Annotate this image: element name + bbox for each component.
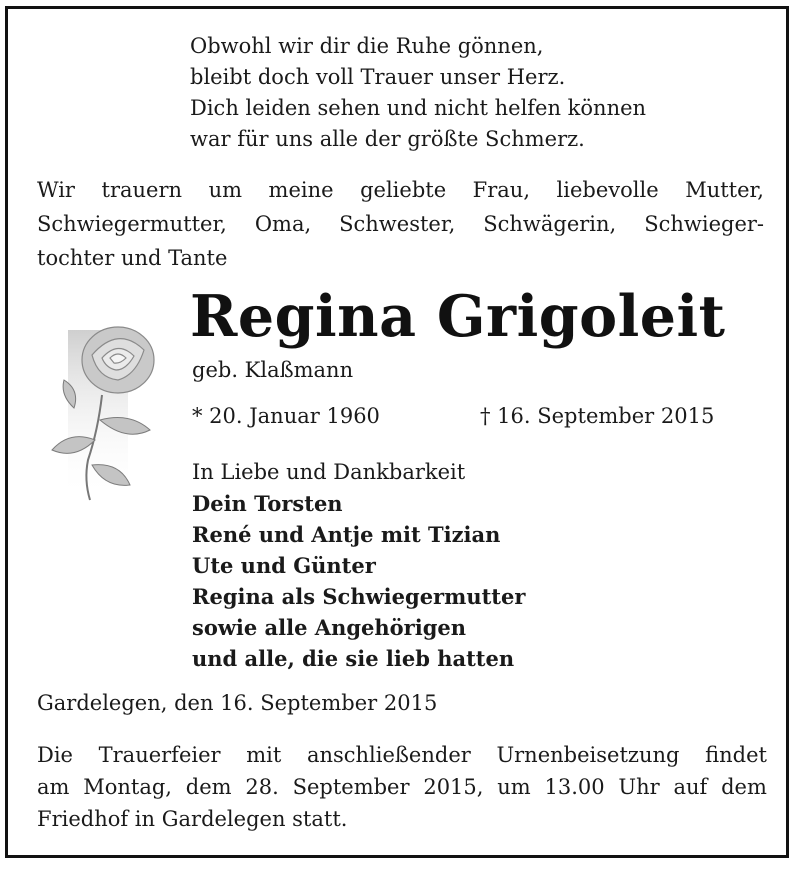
word: geliebte <box>360 178 447 202</box>
word: September <box>292 775 410 799</box>
word: um <box>208 178 243 202</box>
funeral-line-3: Friedhof in Gardelegen statt. <box>37 807 348 831</box>
mourner-name: René und Antje mit Tizian <box>192 522 501 547</box>
word: auf <box>673 775 708 799</box>
word: Mutter, <box>685 178 764 202</box>
deceased-name: Regina Grigoleit <box>190 283 726 350</box>
mourner-name: sowie alle Angehörigen <box>192 615 467 640</box>
word: Schwester, <box>339 212 456 236</box>
poem-line: bleibt doch voll Trauer unser Herz. <box>190 65 566 89</box>
word: meine <box>268 178 334 202</box>
word: 13.00 <box>544 775 605 799</box>
word: mit <box>246 743 282 767</box>
word: Trauerfeier <box>98 743 221 767</box>
signature-intro: In Liebe und Dankbarkeit <box>192 460 466 484</box>
place-date: Gardelegen, den 16. September 2015 <box>37 691 438 715</box>
intro-line-3: tochter und Tante <box>37 246 228 270</box>
word: Urnenbeisetzung <box>496 743 680 767</box>
mourner-name: Regina als Schwiegermutter <box>192 584 526 609</box>
poem <box>190 31 646 155</box>
word: am <box>37 775 70 799</box>
word: Schwiegermutter, <box>37 212 227 236</box>
intro-line-1 <box>37 173 764 207</box>
word: Schwieger- <box>644 212 764 236</box>
poem-line: Dich leiden sehen und nicht helfen können <box>190 96 647 120</box>
word: anschließender <box>306 743 471 767</box>
word: Wir <box>37 178 75 202</box>
word: Frau, <box>472 178 531 202</box>
word: Schwägerin, <box>483 212 617 236</box>
signature-block <box>192 457 525 674</box>
word: 2015, <box>423 775 484 799</box>
mourner-name: Ute und Günter <box>192 553 376 578</box>
word: Die <box>37 743 73 767</box>
poem-line: Obwohl wir dir die Ruhe gönnen, <box>190 34 544 58</box>
word: findet <box>705 743 767 767</box>
birth-name: geb. Klaßmann <box>192 358 354 382</box>
word: Montag, <box>83 775 172 799</box>
funeral-line-1 <box>37 739 767 771</box>
word: um <box>497 775 531 799</box>
intro-text <box>37 173 764 275</box>
birth-date: * 20. Januar 1960 <box>192 404 380 428</box>
word: Oma, <box>254 212 312 236</box>
mourner-name: und alle, die sie lieb hatten <box>192 646 515 671</box>
intro-line-2 <box>37 207 764 241</box>
word: dem <box>185 775 232 799</box>
word: 28. <box>245 775 279 799</box>
death-date: † 16. September 2015 <box>480 404 715 428</box>
funeral-info <box>37 739 767 835</box>
mourner-name: Dein Torsten <box>192 491 343 516</box>
funeral-line-2 <box>37 771 767 803</box>
word: Uhr <box>618 775 660 799</box>
word: dem <box>721 775 767 799</box>
word: liebevolle <box>556 178 659 202</box>
rose-icon <box>40 320 170 510</box>
word: trauern <box>101 178 183 202</box>
poem-line: war für uns alle der größte Schmerz. <box>190 127 585 151</box>
